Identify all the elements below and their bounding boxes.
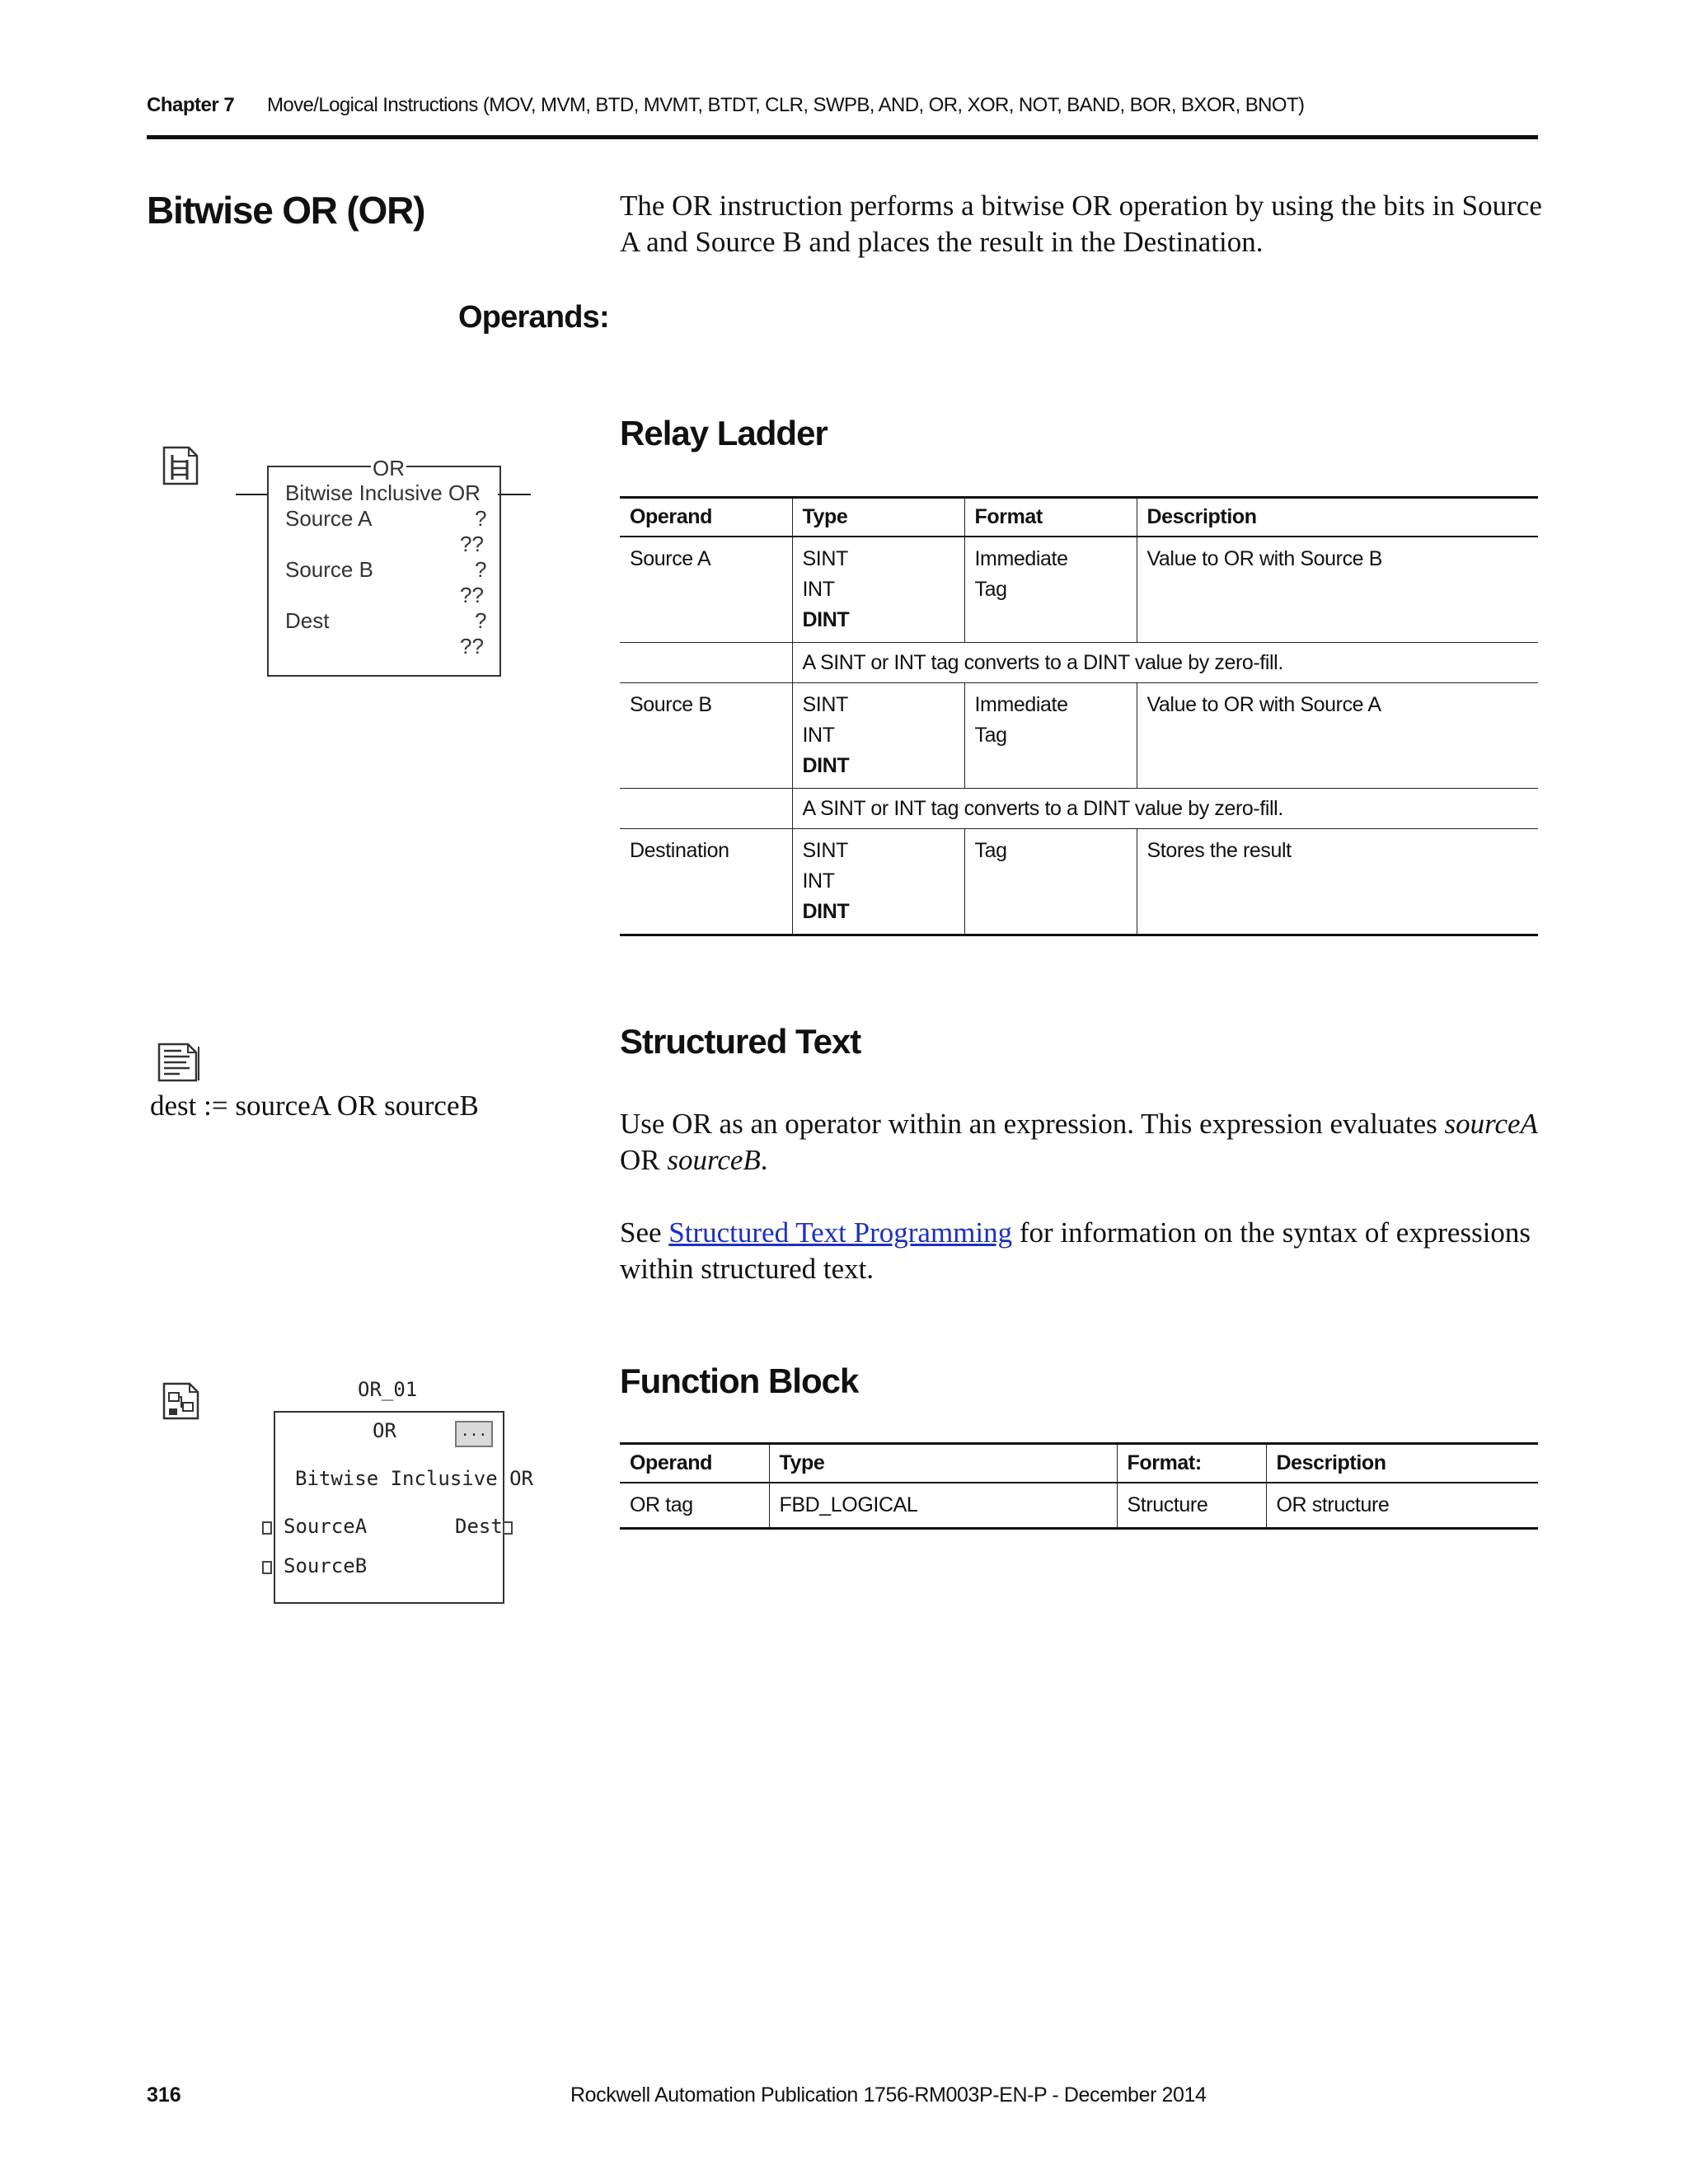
format-value: Tag — [974, 578, 1007, 601]
note-cell: A SINT or INT tag converts to a DINT value by zero-fill. — [792, 789, 1538, 829]
operand-cell: Source A — [620, 537, 792, 643]
fb-tag-name: OR_01 — [358, 1378, 418, 1401]
relay-ladder-operands-table — [620, 496, 1538, 936]
fb-source-a-label: SourceA — [284, 1515, 368, 1538]
rung-left-wire — [236, 494, 269, 495]
column-header: Type — [769, 1444, 1117, 1483]
operand-cell: Source B — [620, 683, 792, 789]
type-value: INT — [802, 578, 835, 601]
format-cell: Structure — [1117, 1483, 1266, 1529]
table-row — [620, 829, 1538, 935]
page-header — [147, 94, 1538, 139]
fb-source-b-label: SourceB — [284, 1554, 368, 1577]
description-cell: Value to OR with Source B — [1137, 537, 1538, 643]
fb-dest-label: Dest — [455, 1515, 503, 1538]
format-value: Tag — [974, 724, 1007, 747]
operand-cell: OR tag — [620, 1483, 769, 1529]
st-see-text: for information on the syntax of expressions within structured text. — [620, 1216, 1531, 1285]
function-block-heading: Function Block — [620, 1361, 859, 1400]
column-header: Type — [792, 498, 964, 537]
type-value: DINT — [802, 754, 850, 777]
type-cell: FBD_LOGICAL — [769, 1483, 1117, 1529]
type-value: DINT — [802, 608, 850, 631]
function-block-instruction[interactable] — [274, 1411, 533, 1604]
format-value: Immediate — [974, 693, 1068, 716]
ladder-dest-tag: ?? — [460, 634, 484, 658]
publication-footer: Rockwell Automation Publication 1756-RM003P-EN-P - December 2014 — [570, 2083, 1207, 2107]
type-cell — [792, 829, 964, 935]
st-var-source-a: sourceA — [1444, 1108, 1538, 1140]
st-desc-text: Use OR as an operator within an expression. This expression evaluates — [620, 1108, 1445, 1140]
format-value: Tag — [974, 839, 1007, 862]
table-row — [620, 683, 1538, 789]
chapter-title: Move/Logical Instructions (MOV, MVM, BTD, MVMT, BTDT, CLR, SWPB, AND, OR, XOR, NOT, BAND, BOR, BXOR, BNOT) — [267, 94, 1305, 116]
type-cell — [792, 537, 964, 643]
chapter-label: Chapter 7 — [147, 94, 235, 116]
table-row — [620, 537, 1538, 643]
page-number: 316 — [147, 2083, 181, 2107]
ladder-block-name: OR — [373, 456, 405, 480]
st-var-source-b: sourceB — [667, 1144, 761, 1176]
fb-block-desc: Bitwise Inclusive OR — [295, 1467, 533, 1490]
st-see-text: See — [620, 1216, 669, 1249]
fb-block-name: OR — [373, 1419, 396, 1442]
column-header: Format: — [1117, 1444, 1266, 1483]
function-block-icon — [162, 1381, 201, 1421]
relay-ladder-heading: Relay Ladder — [620, 414, 828, 452]
ladder-source-b-tag: ?? — [460, 583, 484, 607]
table-note-row — [620, 789, 1538, 829]
st-desc-text: OR — [620, 1144, 668, 1176]
description-cell: OR structure — [1266, 1483, 1538, 1529]
ladder-source-b-value: ? — [475, 557, 487, 582]
ladder-instruction-block[interactable] — [267, 456, 501, 677]
type-value: SINT — [802, 839, 848, 862]
column-header: Operand — [620, 1444, 769, 1483]
function-block-operands-table — [620, 1442, 1538, 1530]
type-value: SINT — [802, 547, 848, 570]
st-see-also — [620, 1215, 1543, 1287]
type-value: INT — [802, 869, 835, 893]
structured-text-heading: Structured Text — [620, 1022, 861, 1061]
table-note-row — [620, 643, 1538, 683]
column-header: Operand — [620, 498, 792, 537]
format-cell — [964, 829, 1137, 935]
ladder-block-desc: Bitwise Inclusive OR — [285, 480, 481, 505]
empty-cell — [620, 643, 792, 683]
description-cell: Stores the result — [1137, 829, 1538, 935]
table-row — [620, 1483, 1538, 1529]
format-cell — [964, 683, 1137, 789]
format-cell — [964, 537, 1137, 643]
note-cell: A SINT or INT tag converts to a DINT value by zero-fill. — [792, 643, 1538, 683]
ladder-icon — [162, 445, 199, 486]
fb-dest-pin[interactable] — [503, 1521, 513, 1535]
format-value: Immediate — [974, 547, 1068, 570]
type-value: SINT — [802, 693, 848, 716]
ladder-source-a-value: ? — [475, 506, 487, 531]
operands-label: Operands: — [458, 300, 609, 335]
empty-cell — [620, 789, 792, 829]
ladder-dest-label: Dest — [285, 608, 330, 633]
fb-properties-button[interactable]: ... — [455, 1421, 493, 1447]
st-expression: dest := sourceA OR sourceB — [150, 1090, 479, 1122]
column-header: Description — [1266, 1444, 1538, 1483]
st-description — [620, 1106, 1543, 1179]
type-value: INT — [802, 724, 835, 747]
page-title: Bitwise OR (OR) — [147, 189, 425, 232]
table-header-row — [620, 1444, 1538, 1483]
structured-text-icon — [157, 1042, 201, 1083]
ladder-source-a-tag: ?? — [460, 532, 484, 556]
ladder-source-a-label: Source A — [285, 506, 373, 531]
type-value: DINT — [802, 900, 850, 923]
fb-source-a-pin[interactable] — [262, 1521, 272, 1535]
rung-right-wire — [498, 494, 531, 495]
fb-source-b-pin[interactable] — [262, 1561, 272, 1574]
table-header-row — [620, 498, 1538, 537]
type-cell — [792, 683, 964, 789]
ladder-dest-value: ? — [475, 608, 487, 633]
column-header: Description — [1137, 498, 1538, 537]
intro-paragraph: The OR instruction performs a bitwise OR operation by using the bits in Source A and Source B and places the result in the Destination. — [620, 190, 1542, 258]
operand-cell: Destination — [620, 829, 792, 935]
column-header: Format — [964, 498, 1137, 537]
st-desc-text: . — [760, 1144, 768, 1176]
ladder-source-b-label: Source B — [285, 557, 373, 582]
structured-text-programming-link[interactable]: Structured Text Programming — [668, 1216, 1013, 1249]
description-cell: Value to OR with Source A — [1137, 683, 1538, 789]
